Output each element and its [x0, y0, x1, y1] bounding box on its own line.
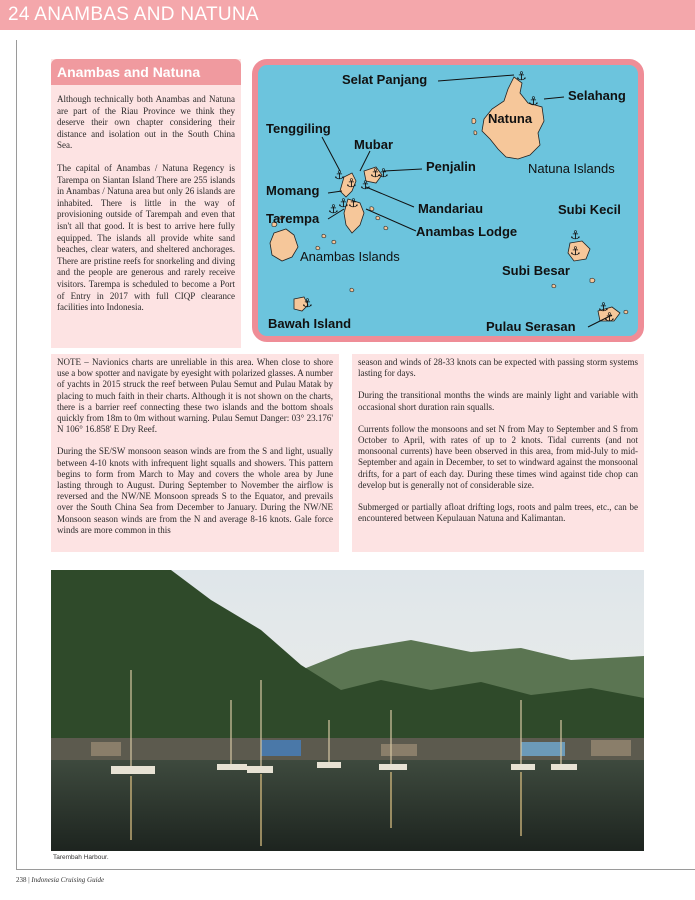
- text-column-right: [352, 354, 644, 552]
- body-paragraph: NOTE – Navionics charts are unreliable in this area. When close to shore use a bow spotter and navigate by eyesight with polarized glasses. A number of yachts in 2015 struck the reef between Pulau Semut and Pulau Matak by placing to much faith in their charts. Although it is not shown on the charts, there is a barrier reef connecting these two islands and the bottom shoals quickly from 18m to 0m without warning. Pulau Semut Danger: 03° 23.176' N 106° 16.858' E Dry Reef.: [57, 357, 333, 435]
- natuna-islet: [472, 118, 476, 123]
- photo-building: [521, 742, 565, 756]
- intro-paragraph: The capital of Anambas / Natuna Regency is Tarempa on Siantan Island There are 255 islands in Anambas / Natuna area but only 26 islands are inhabited. There is little in the way of provisioning outside of Tarempah and even that isn't all that good. It is best to arrive here fully equipped. The islands all provide white sand beaches, clear waters, and sheltered anchorages. There are pristine reefs for snorkeling and diving and the people are generous and rarely receive visitors. Tarempa is scheduled to become a Port of Entry in 2017 with full CIQP clearance facilities into Indonesia.: [57, 162, 235, 313]
- label-natuna-islands: Natuna Islands: [528, 161, 615, 176]
- page-number: 238: [16, 876, 27, 884]
- intro-paragraph: Although technically both Anambas and Natuna are part of the Riau Province we think they deserve their own chapter considering their distance and isolation out in the South China Sea.: [57, 94, 235, 151]
- label-anambas-lodge: Anambas Lodge: [416, 224, 518, 239]
- hull: [551, 764, 577, 770]
- anchor-icon: ⚓: [360, 178, 371, 192]
- label-anambas-islands: Anambas Islands: [300, 249, 400, 264]
- anchor-icon: ⚓: [598, 300, 609, 314]
- text-column-left: [51, 354, 339, 552]
- hull: [247, 766, 273, 773]
- label-penjalin: Penjalin: [426, 159, 476, 174]
- body-paragraph: Submerged or partially afloat drifting logs, roots and palm trees, etc., can be encountered between Kepulauan Natuna and Kalimantan.: [358, 502, 638, 524]
- anambas-natuna-map: [252, 59, 644, 342]
- hull: [317, 762, 341, 768]
- label-tenggiling: Tenggiling: [266, 121, 331, 136]
- page-margin-rule: [16, 40, 17, 870]
- book-title: Indonesia Cruising Guide: [31, 876, 105, 884]
- anchor-icon: ⚓: [302, 296, 313, 310]
- photo-caption: Tarembah Harbour.: [53, 854, 109, 861]
- intro-heading: Anambas and Natuna: [57, 64, 201, 80]
- label-natuna: Natuna: [488, 111, 533, 126]
- label-momang: Momang: [266, 183, 320, 198]
- label-subi-kecil: Subi Kecil: [558, 202, 621, 217]
- anchor-icon: ⚓: [348, 196, 359, 210]
- subi-islet: [590, 278, 595, 282]
- anchor-icon: ⚓: [370, 166, 381, 180]
- hull: [111, 766, 155, 774]
- anchor-icon: ⚓: [604, 310, 615, 324]
- anchor-icon: ⚓: [516, 69, 527, 83]
- body-paragraph: During the transitional months the winds are mainly light and variable with occasional short duration rain squalls.: [358, 390, 638, 412]
- anchor-icon: ⚓: [378, 166, 389, 180]
- anchor-icon: ⚓: [528, 94, 539, 108]
- photo-building: [381, 744, 417, 756]
- photo-building: [261, 740, 301, 756]
- anambas-islet: [332, 240, 336, 244]
- photo-building: [91, 742, 121, 756]
- label-mandariau: Mandariau: [418, 201, 484, 216]
- footer-separator: |: [26, 876, 32, 884]
- body-paragraph: During the SE/SW monsoon season winds are from the S and light, usually between 4-10 knots with infrequent light squalls and showers. This pattern begins to form from March to May and covers the whole area by June lasting through to August. During September to November the airflow is reversed and the NW/NE Monsoon spreads S to the Equator, and prevails over the South China Sea from December to January. During the NW/NE Monsoon season winds are from the N and average 8-16 knots. Gale force winds are more common in this: [57, 446, 333, 535]
- label-selat-panjang: Selat Panjang: [342, 72, 428, 87]
- hull: [379, 764, 407, 770]
- photo-building: [591, 740, 631, 756]
- anchor-icon: ⚓: [338, 196, 349, 210]
- intro-heading-bar: [51, 59, 241, 85]
- hull: [511, 764, 535, 770]
- anchor-icon: ⚓: [570, 228, 581, 242]
- label-subi-besar: Subi Besar: [502, 263, 570, 278]
- intro-text: [57, 94, 235, 325]
- harbour-photo: [51, 570, 644, 851]
- label-selahang: Selahang: [568, 88, 626, 103]
- anchor-icon: ⚓: [570, 244, 581, 258]
- hull: [217, 764, 247, 770]
- body-paragraph: Currents follow the monsoons and set N from May to September and S from October to April, with rates of up to 2 knots. Tidal currents (and not monsoonal currents) have been observed in this area, from mid-July to mid-September and again in December, to set to windward against the monsoonal drifts, for a part of each day. During these times wind against tide chop can develop but is generally not of considerable size.: [358, 423, 638, 490]
- anchor-icon: ⚓: [334, 168, 345, 182]
- chapter-title: 24 ANAMBAS AND NATUNA: [8, 4, 259, 25]
- body-paragraph: season and winds of 28-33 knots can be expected with passing storm systems lasting for days.: [358, 357, 638, 379]
- anambas-islet: [370, 207, 374, 211]
- label-bawah-island: Bawah Island: [268, 316, 352, 331]
- serasan-islet: [624, 310, 628, 314]
- anchor-icon: ⚓: [328, 202, 339, 216]
- label-tarempa: Tarempa: [266, 211, 320, 226]
- label-pulau-serasan: Pulau Serasan: [486, 319, 576, 334]
- page-footer: [16, 876, 104, 884]
- chapter-header-bar: [0, 0, 695, 30]
- label-mubar: Mubar: [354, 137, 393, 152]
- page-footer-rule: [16, 869, 695, 870]
- anchor-icon: ⚓: [346, 176, 357, 190]
